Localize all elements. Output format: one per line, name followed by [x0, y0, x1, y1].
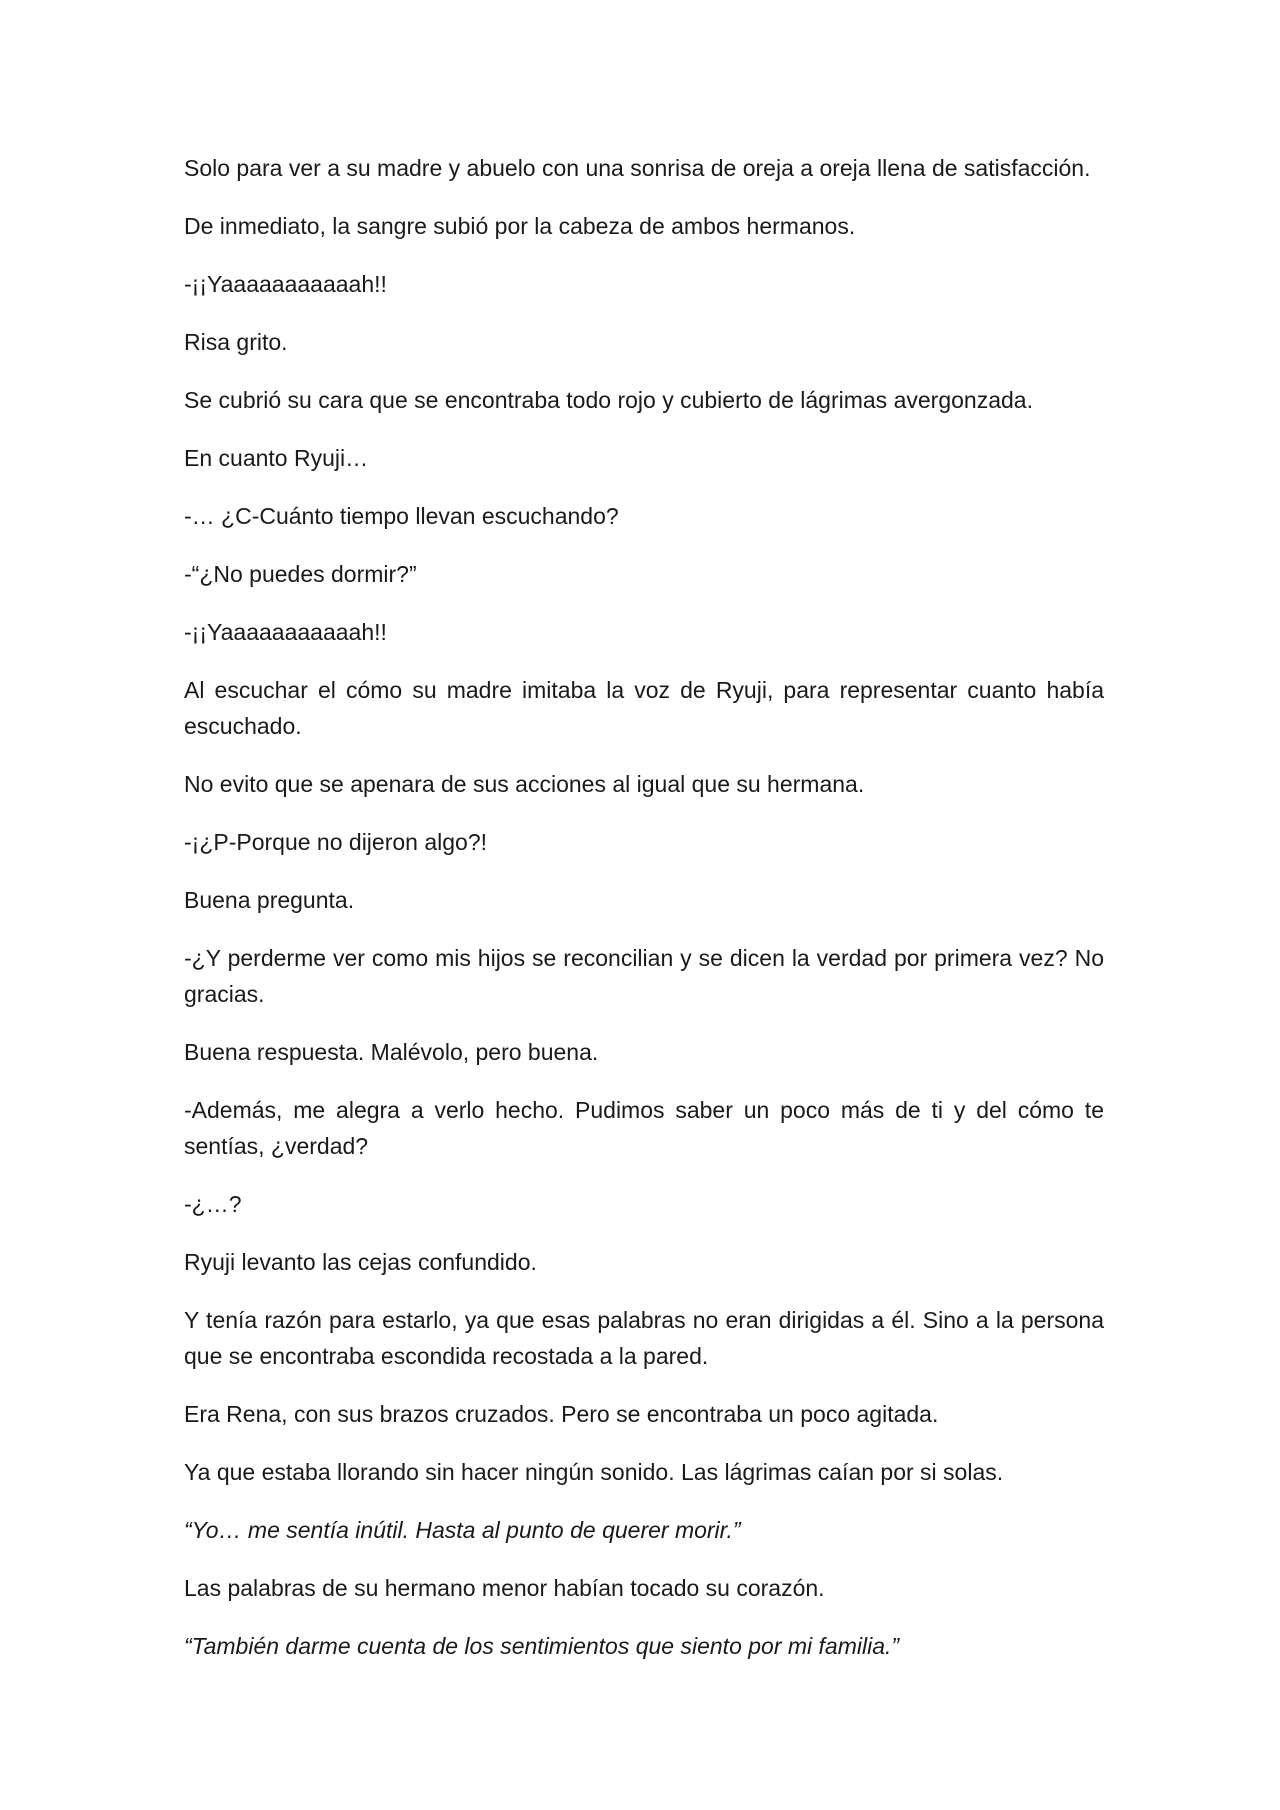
paragraph: -… ¿C-Cuánto tiempo llevan escuchando?	[184, 503, 619, 529]
paragraph: Solo para ver a su madre y abuelo con una sonrisa de oreja a oreja llena de satisfacción.	[184, 155, 1091, 181]
paragraph: No evito que se apenara de sus acciones al igual que su hermana.	[184, 771, 865, 797]
paragraph: -“¿No puedes dormir?”	[184, 561, 417, 587]
paragraph: En cuanto Ryuji…	[184, 445, 369, 471]
paragraph: Ya que estaba llorando sin hacer ningún sonido. Las lágrimas caían por si solas.	[184, 1459, 1004, 1485]
paragraph: -Además, me alegra a verlo hecho. Pudimos saber un poco más de ti y del cómo te sentías, ¿verdad?	[184, 1097, 1104, 1159]
paragraph: -¿Y perderme ver como mis hijos se reconcilian y se dicen la verdad por primera vez? No gracias.	[184, 945, 1104, 1007]
paragraph: Se cubrió su cara que se encontraba todo rojo y cubierto de lágrimas avergonzada.	[184, 387, 1033, 413]
paragraph: Al escuchar el cómo su madre imitaba la voz de Ryuji, para representar cuanto había escuchado.	[184, 677, 1104, 739]
paragraph: Buena respuesta. Malévolo, pero buena.	[184, 1039, 599, 1065]
document-body	[184, 150, 1104, 1686]
paragraph: Risa grito.	[184, 329, 288, 355]
italic-quote-paragraph: “Yo… me sentía inútil. Hasta al punto de querer morir.”	[184, 1517, 741, 1543]
paragraph: -¡¡Yaaaaaaaaaaah!!	[184, 619, 387, 645]
paragraph: Era Rena, con sus brazos cruzados. Pero se encontraba un poco agitada.	[184, 1401, 939, 1427]
paragraph: Buena pregunta.	[184, 887, 355, 913]
paragraph: -¡¡Yaaaaaaaaaaah!!	[184, 271, 387, 297]
paragraph: Ryuji levanto las cejas confundido.	[184, 1249, 537, 1275]
paragraph: -¡¿P-Porque no dijeron algo?!	[184, 829, 487, 855]
paragraph: Las palabras de su hermano menor habían tocado su corazón.	[184, 1575, 825, 1601]
paragraph: Y tenía razón para estarlo, ya que esas palabras no eran dirigidas a él. Sino a la persona que se encontraba escondida recostada a la pared.	[184, 1307, 1104, 1369]
paragraph: -¿…?	[184, 1191, 242, 1217]
italic-quote-paragraph: “También darme cuenta de los sentimientos que siento por mi familia.”	[184, 1633, 900, 1659]
paragraph: De inmediato, la sangre subió por la cabeza de ambos hermanos.	[184, 213, 856, 239]
